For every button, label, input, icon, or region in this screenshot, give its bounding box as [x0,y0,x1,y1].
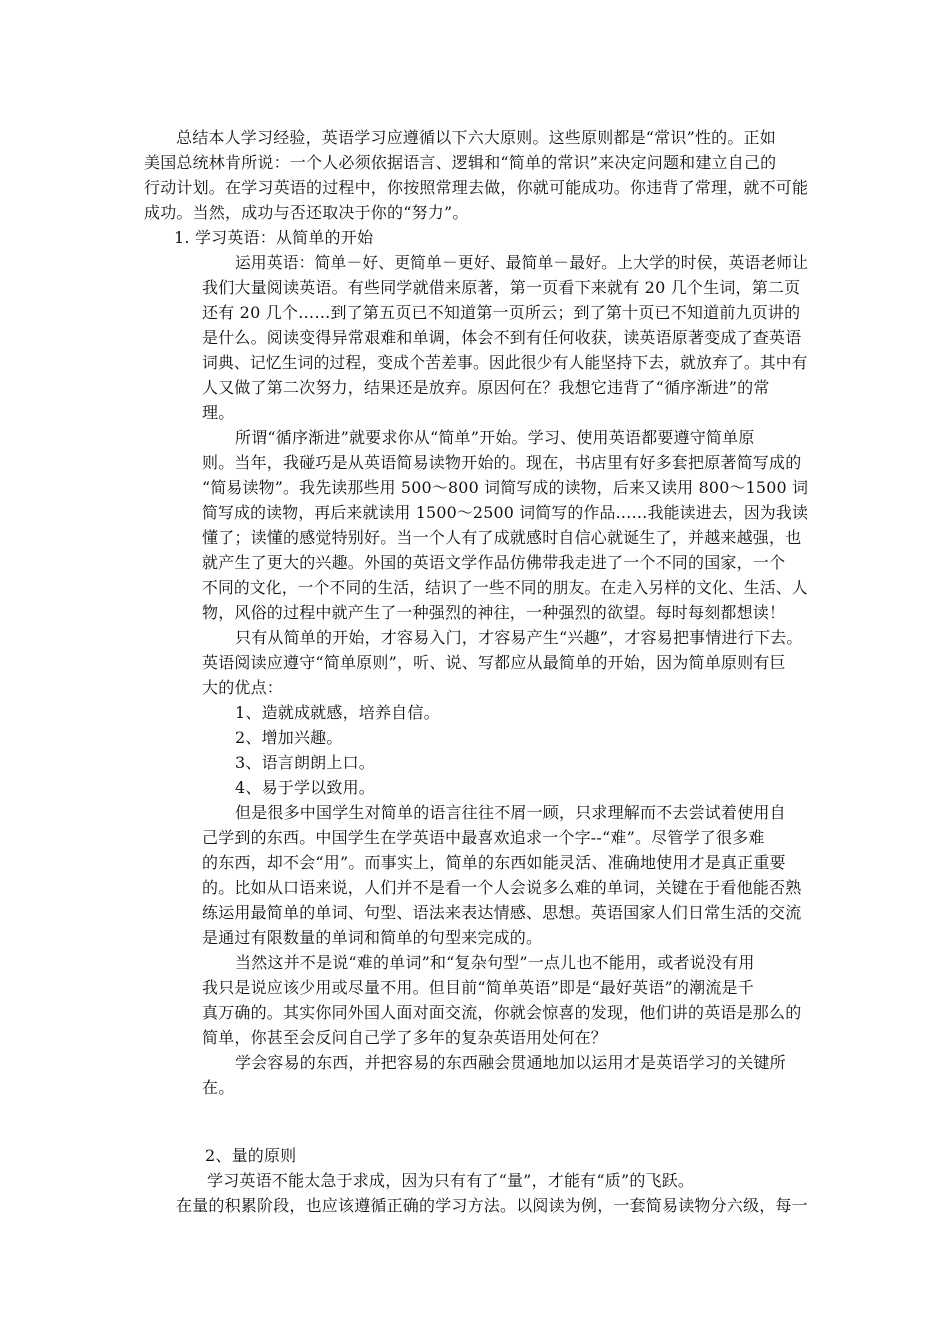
s2-p2-line: 在量的积累阶段，也应该遵循正确的学习方法。以阅读为例，一套简易读物分六级，每一 [176,1196,808,1215]
s1-list-item-1: 1、造就成就感，培养自信。 [235,703,440,722]
s1-p1-line-4: 是什么。阅读变得异常艰难和单调，体会不到有任何收获，读英语原著变成了查英语 [202,328,802,347]
s1-p5-line-4: 简单，你甚至会反问自己学了多年的复杂英语用处何在？ [202,1028,608,1047]
s1-p3-line-3: 大的优点： [202,678,284,697]
s2-p1-line: 学习英语不能太急于求成，因为只有有了“量”，才能有“质”的飞跃。 [207,1171,695,1190]
s1-p2-line-3: “简易读物”。我先读那些用 500～800 词简写成的读物，后来又读用 800～1500 词 [202,478,809,497]
s1-p1-line-7: 理。 [202,403,235,422]
s1-p6-line-1: 学会容易的东西，并把容易的东西融会贯通地加以运用才是英语学习的关键所 [235,1053,786,1072]
s1-p4-line-6: 是通过有限数量的单词和简单的句型来完成的。 [202,928,543,947]
s1-list-item-2: 2、增加兴趣。 [235,728,343,747]
s1-p5-line-2: 我只是说应该少用或尽量不用。但目前“简单英语”即是“最好英语”的潮流是千 [202,978,754,997]
s1-p2-line-2: 则。当年，我碰巧是从英语简易读物开始的。现在，书店里有好多套把原著简写成的 [202,453,802,472]
s1-p1-line-2: 我们大量阅读英语。有些同学就借来原著，第一页看下来就有 20 几个生词，第二页 [202,278,801,297]
s1-p2-line-1: 所谓“循序渐进”就要求你从“简单”开始。学习、使用英语都要遵守简单原 [235,428,755,447]
s1-p3-line-2: 英语阅读应遵守“简单原则”，听、说、写都应从最简单的开始，因为简单原则有巨 [202,653,786,672]
intro-line-2: 美国总统林肯所说：一个人必须依据语言、逻辑和“简单的常识”来决定问题和建立自己的 [144,153,777,172]
intro-line-4: 成功。当然，成功与否还取决于你的“努力”。 [144,203,469,222]
s1-p1-line-5: 词典、记忆生词的过程，变成个苦差事。因此很少有人能坚持下去，就放弃了。其中有 [202,353,808,372]
s1-p1-line-6: 人又做了第二次努力，结果还是放弃。原因何在？我想它违背了“循序渐进”的常 [202,378,770,397]
s1-p4-line-4: 的。比如从口语来说，人们并不是看一个人会说多么难的单词，关键在于看他能否熟 [202,878,802,897]
s1-p1-line-3: 还有 20 几个……到了第五页已不知道第一页所云；到了第十页已不知道前九页讲的 [202,303,801,322]
intro-line-3: 行动计划。在学习英语的过程中，你按照常理去做，你就可能成功。你违背了常理，就不可能 [144,178,809,197]
s1-p4-line-3: 的东西，却不会“用”。而事实上，简单的东西如能灵活、准确地使用才是真正重要 [202,853,786,872]
s1-p5-line-3: 真万确的。其实你同外国人面对面交流，你就会惊喜的发现，他们讲的英语是那么的 [202,1003,802,1022]
s1-p2-line-5: 懂了；读懂的感觉特别好。当一个人有了成就感时自信心就诞生了，并越来越强，也 [202,528,802,547]
s1-p4-line-2: 己学到的东西。中国学生在学英语中最喜欢追求一个字--“难”。尽管学了很多难 [202,828,765,847]
s1-p2-line-6: 就产生了更大的兴趣。外国的英语文学作品仿佛带我走进了一个不同的国家，一个 [202,553,786,572]
intro-line-1: 总结本人学习经验，英语学习应遵循以下六大原则。这些原则都是“常识”性的。正如 [176,128,776,147]
section-1-heading: 1. 学习英语：从简单的开始 [174,228,374,247]
s1-p3-line-1: 只有从简单的开始，才容易入门，才容易产生“兴趣”，才容易把事情进行下去。 [235,628,803,647]
section-2-heading: 2、量的原则 [205,1146,297,1165]
s1-p2-line-4: 简写成的读物，再后来就读用 1500～2500 词简写的作品……我能读进去，因为我读 [202,503,809,522]
s1-p5-line-1: 当然这并不是说“难的单词”和“复杂句型”一点儿也不能用，或者说没有用 [235,953,755,972]
s1-p1-line-1: 运用英语：简单－好、更简单－更好、最简单－最好。上大学的时侯，英语老师让 [235,253,809,272]
s1-p6-line-2: 在。 [202,1078,235,1097]
s1-p4-line-5: 练运用最简单的单词、句型、语法来表达情感、思想。英语国家人们日常生活的交流 [202,903,802,922]
s1-p2-line-8: 物，风俗的过程中就产生了一种强烈的神往，一种强烈的欲望。每时每刻都想读！ [202,603,786,622]
s1-list-item-4: 4、易于学以致用。 [235,778,375,797]
s1-p2-line-7: 不同的文化，一个不同的生活，结识了一些不同的朋友。在走入另样的文化、生活、人 [202,578,808,597]
s1-p4-line-1: 但是很多中国学生对简单的语言往往不屑一顾，只求理解而不去尝试着使用自 [235,803,786,822]
s1-list-item-3: 3、语言朗朗上口。 [235,753,375,772]
